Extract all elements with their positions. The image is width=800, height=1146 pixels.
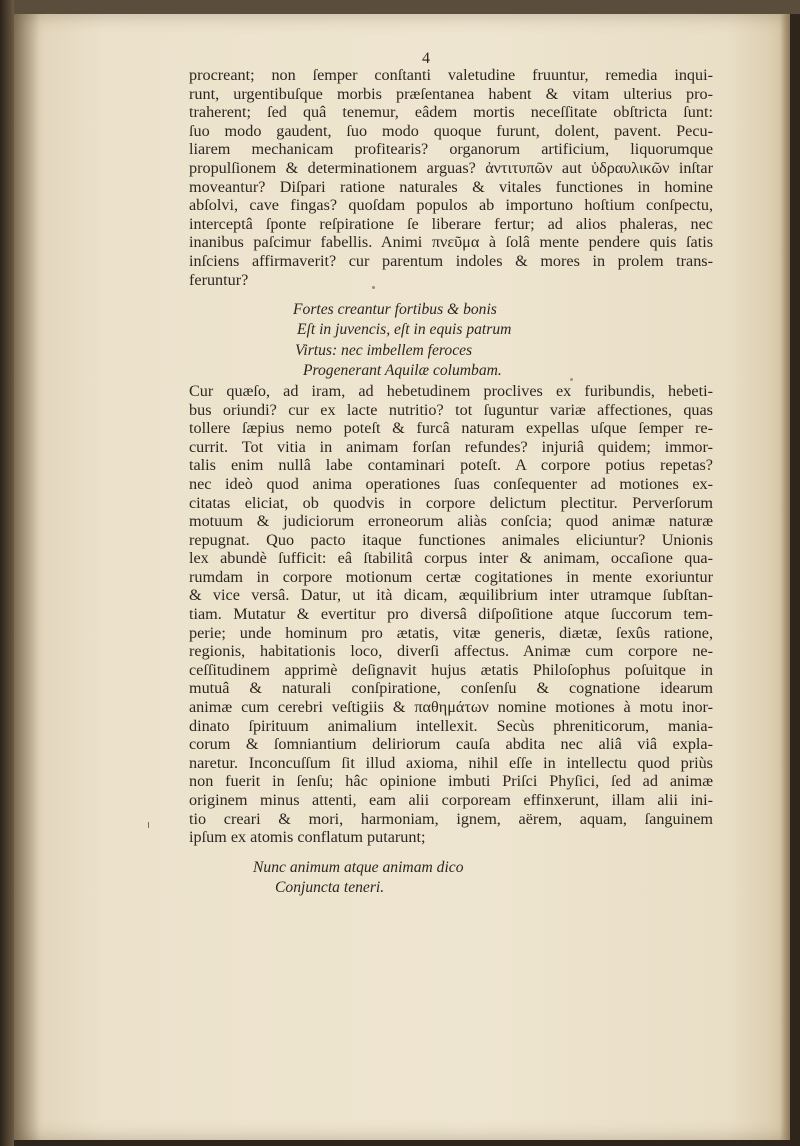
text-line: talis enim nullâ labe contaminari poteſt. A corpore potius repetas? <box>189 456 713 475</box>
text-line: dinato ſpirituum animalium intellexit. Secùs phreniticorum, mania- <box>189 716 713 735</box>
text-line: perie; unde hominum pro ætatis, vitæ generis, diætæ, ſexûs ratione, <box>189 623 713 642</box>
page-right-edge <box>780 14 790 1140</box>
text-line: repugnat. Quo pacto itaque functiones animales eliciuntur? Unionis <box>189 530 713 549</box>
text-line: ipſum ex atomis conflatum putarunt; <box>189 828 426 847</box>
book-spine-edge <box>0 0 14 1146</box>
text-line: regionis, habitationis loco, diverſi affectus. Animæ cum corpore ne- <box>189 642 713 661</box>
text-line: animæ cum cerebri veſtigiis & παθημάτων nomine motiones à motu inor- <box>189 698 713 717</box>
verse-line: Progenerant Aquilæ columbam. <box>303 361 502 379</box>
text-line: non fuerit in ſenſu; hâc opinione imbuti Priſci Phyſici, ſed ad animæ <box>189 772 713 791</box>
text-line: bus oriundi? cur ex lacte nutritio? tot ſuguntur variæ affectiones, quas <box>189 400 713 419</box>
text-line: runt, urgentibuſque morbis præſentanea habent & vitam ulterius pro- <box>189 84 713 103</box>
text-line: mutuâ & naturali conſpiratione, conſenſu & cognatione idearum <box>189 679 713 698</box>
text-line: citatas eliciat, ob quodvis in corpore delictum plectitur. Perverſorum <box>189 493 713 512</box>
text-line: rumdam in corpore motionum certæ cogitationes in mente exoriuntur <box>189 567 713 586</box>
text-line: procreant; non ſemper conſtanti valetudine fruuntur, remedia inqui- <box>189 66 713 84</box>
paragraph-2 <box>189 382 713 847</box>
text-line: propulſionem & determinationem arguas? ἀντιτυπῶν aut ὑδραυλικῶν inſtar <box>189 158 713 177</box>
text-line: tio creari & mori, harmoniam, ignem, aërem, aquam, ſanguinem <box>189 809 713 828</box>
verse-line: Conjuncta teneri. <box>275 878 385 896</box>
paper-speck <box>570 378 573 381</box>
paper-speck <box>372 286 375 289</box>
text-line: Cur quæſo, ad iram, ad hebetudinem proclives ex furibundis, hebeti- <box>189 381 713 400</box>
text-line: traherent; ſed quâ tenemur, eâdem mortis neceſſitate obſtricta ſunt: <box>189 103 713 122</box>
text-line: tiam. Mutatur & evertitur pro diversâ diſpoſitione atque ſuccorum tem- <box>189 605 713 624</box>
text-line: nec ideò quod anima operationes ſuas conſequenter ad motiones ex- <box>189 474 713 493</box>
text-line: interceptâ ſponte reſpiratione ſe liberare fertur; ad alios phaleras, nec <box>189 214 713 233</box>
verse-line: Eſt in juvencis, eſt in equis patrum <box>297 321 512 339</box>
text-line: inanibus paſcimur fabellis. Animi πνεῦμα à ſolâ mente pendere quis ſatis <box>189 233 713 252</box>
text-line: inſciens affirmaverit? cur parentum indoles & mores in prolem trans- <box>189 251 713 270</box>
verse-quotation-1 <box>189 300 713 381</box>
text-line: moveantur? Diſpari ratione naturales & vitales functiones in homine <box>189 177 713 196</box>
text-line: naretur. Inconcuſſum ſit illud axioma, nihil eſſe in intellectu quod priùs <box>189 753 713 772</box>
paper-mark <box>148 822 149 828</box>
text-line: & vice versâ. Datur, ut ità dicam, æquilibrium inter utramque ſubſtan- <box>189 586 713 605</box>
top-book-edge <box>14 0 800 14</box>
text-line: corum & ſomniantium deliriorum cauſa abdita nec aliâ viâ expla- <box>189 735 713 754</box>
text-line: currit. Tot vitia in animam forſan refundes? injuriâ quidem; immor- <box>189 437 713 456</box>
text-line: originem minus attenti, eam alii corpoream effinxerunt, illam alii ini- <box>189 791 713 809</box>
paragraph-1 <box>189 66 713 289</box>
verse-line: Nunc animum atque animam dico <box>253 858 464 876</box>
text-line: lex abundè ſufficit: eâ ſtabilitâ corpus inter & animam, occaſione qua- <box>189 549 713 568</box>
gutter-shadow <box>14 14 40 1140</box>
text-line: ceſſitudinem apprimè deſignavit hujus ætatis Philoſophus poſuitque in <box>189 660 713 679</box>
page-text <box>189 66 713 899</box>
verse-quotation-2 <box>189 858 713 898</box>
text-line: tollere ſæpius nemo poteſt & furcâ naturam expellas uſque ſemper re- <box>189 419 713 438</box>
page-number: 4 <box>422 50 430 67</box>
text-line: ſuo modo gaudent, ſuo modo quoque furunt, dolent, pavent. Pecu- <box>189 121 713 140</box>
verse-line: Fortes creantur fortibus & bonis <box>293 301 497 319</box>
text-line: abſolvi, cave fingas? quoſdam populos ab importuno hoſtium conſpectu, <box>189 196 713 215</box>
verse-line: Virtus: nec imbellem feroces <box>295 341 473 359</box>
text-line: motuum & judiciorum erroneorum aliàs conſcia; quod animæ naturæ <box>189 512 713 531</box>
text-line: liarem mechanicam profitearis? organorum artificium, liquorumque <box>189 140 713 159</box>
text-line: feruntur? <box>189 270 249 289</box>
